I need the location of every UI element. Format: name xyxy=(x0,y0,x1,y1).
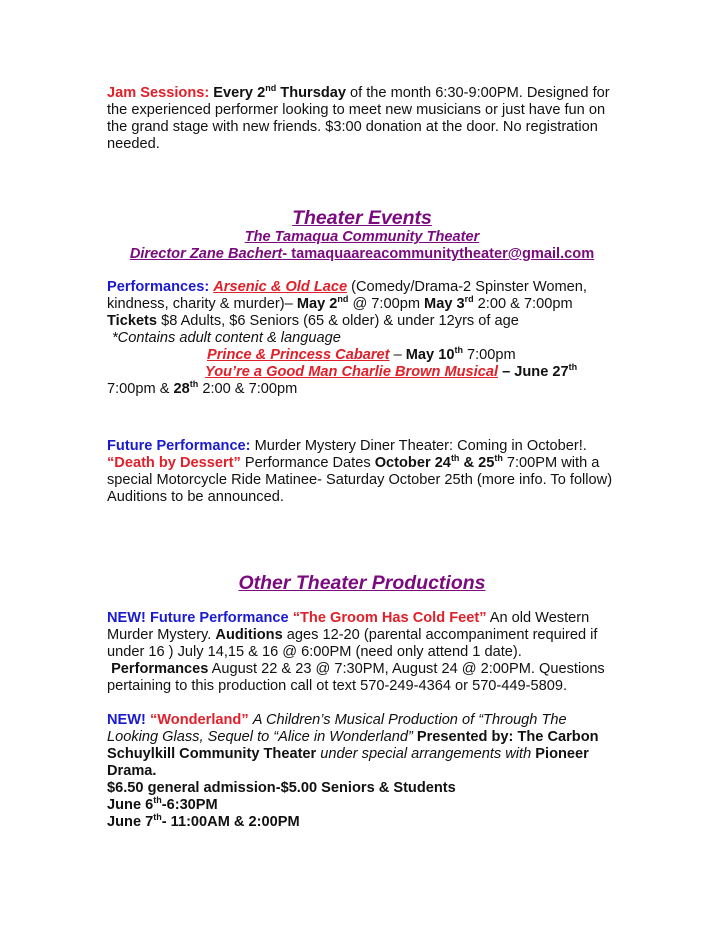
show-charlie-brown-link[interactable]: You’re a Good Man Charlie Brown Musical xyxy=(205,364,499,380)
performances-label: Performances: xyxy=(107,279,210,295)
director-name: Director Zane Bachert xyxy=(129,246,283,262)
may2-time: @ 7:00pm xyxy=(352,296,420,312)
document-page xyxy=(107,85,617,831)
other-productions-heading: Other Theater Productions xyxy=(238,572,486,594)
show-arsenic-link[interactable]: Arsenic & Old Lace xyxy=(213,279,348,295)
tickets-text: $8 Adults, $6 Seniors (65 & older) & under 12yrs of age xyxy=(161,313,519,329)
jam-text: of the month 6:30-9:00PM. Designed for the experienced performer looking to meet new musicians or just have fun on the grand stage with new friends. $3:00 donation at the door. No registration needed. xyxy=(107,85,610,152)
show3-line: You’re a Good Man Charlie Brown Musical – June 27th xyxy=(205,362,578,380)
wonderland-paragraph: NEW! “Wonderland” A Children’s Musical Production of “Through The Looking Glass, Sequel to “Alice in Wonderland” Presented by: The Carbon Schuylkill Community Theater under special arrangements with Pioneer Drama. $6.50 general admission-$5.00 Seniors & Students June 6th-6:30PM June 7th- 11:00AM & 2:00PM xyxy=(107,712,599,830)
jam-sessions-paragraph xyxy=(107,85,617,153)
may3: May 3 xyxy=(424,296,465,312)
performances-paragraph: Performances: Arsenic & Old Lace (Comedy/Drama-2 Spinster Women, kindness, charity & murder)– May 2nd @ 7:00pm May 3rd 2:00 & 7:00pm Tickets $8 Adults, $6 Seniors (65 & older) & under 12yrs of age *Contains adult content & language xyxy=(107,279,587,346)
show-cabaret-link[interactable]: Prince & Princess Cabaret xyxy=(207,347,390,363)
director-email-link[interactable]: - tamaquaareacommunitytheater@gmail.com xyxy=(282,246,595,262)
may3-time: 2:00 & 7:00pm xyxy=(477,296,573,312)
future-performance-paragraph: Future Performance: Murder Mystery Diner Theater: Coming in October!. “Death by Dessert” Performance Dates October 24th & 25th 7:00PM with a special Motorcycle Ride Matinee- Saturday October 25th (more info. To follow) Auditions to be announced. xyxy=(107,438,613,505)
jam-sessions-label: Jam Sessions: xyxy=(107,85,210,101)
tickets-label: Tickets xyxy=(107,313,158,329)
show2-line: Prince & Princess Cabaret – May 10th 7:00pm xyxy=(207,345,516,363)
jam-thursday: Thursday xyxy=(280,85,346,101)
may2: May 2 xyxy=(296,296,338,312)
death-by-dessert-title: “Death by Dessert” xyxy=(107,455,241,471)
wonderland-prices: $6.50 general admission-$5.00 Seniors & Students xyxy=(107,780,456,796)
groom-paragraph: NEW! Future Performance “The Groom Has Cold Feet” An old Western Murder Mystery. Auditions ages 12-20 (parental accompaniment required if under 16 ) July 14,15 & 16 @ 6:00PM (need only attend 1 date). Performances August 22 & 23 @ 7:30PM, August 24 @ 2:00PM. Questions pertaining to this production call ot text 570-249-4364 or 570-449-5809. xyxy=(107,610,605,694)
new-label: NEW! xyxy=(107,712,146,728)
groom-title: “The Groom Has Cold Feet” xyxy=(292,610,487,626)
theater-subheading: The Tamaqua Community Theater xyxy=(244,229,480,245)
wonderland-title: “Wonderland” xyxy=(149,712,249,728)
jam-every: Every 2nd xyxy=(213,83,277,101)
theater-events-heading: Theater Events xyxy=(292,207,432,229)
new-future-label: NEW! Future Performance xyxy=(107,610,289,626)
content-warning: *Contains adult content & language xyxy=(112,330,341,346)
director-line xyxy=(107,246,617,263)
future-label: Future Performance: xyxy=(107,438,251,454)
show1-desc: (Comedy/Drama-2 Spinster Women, kindness, charity & murder)– xyxy=(107,279,587,312)
show3-times: 7:00pm & 28th 2:00 & 7:00pm xyxy=(107,379,298,397)
